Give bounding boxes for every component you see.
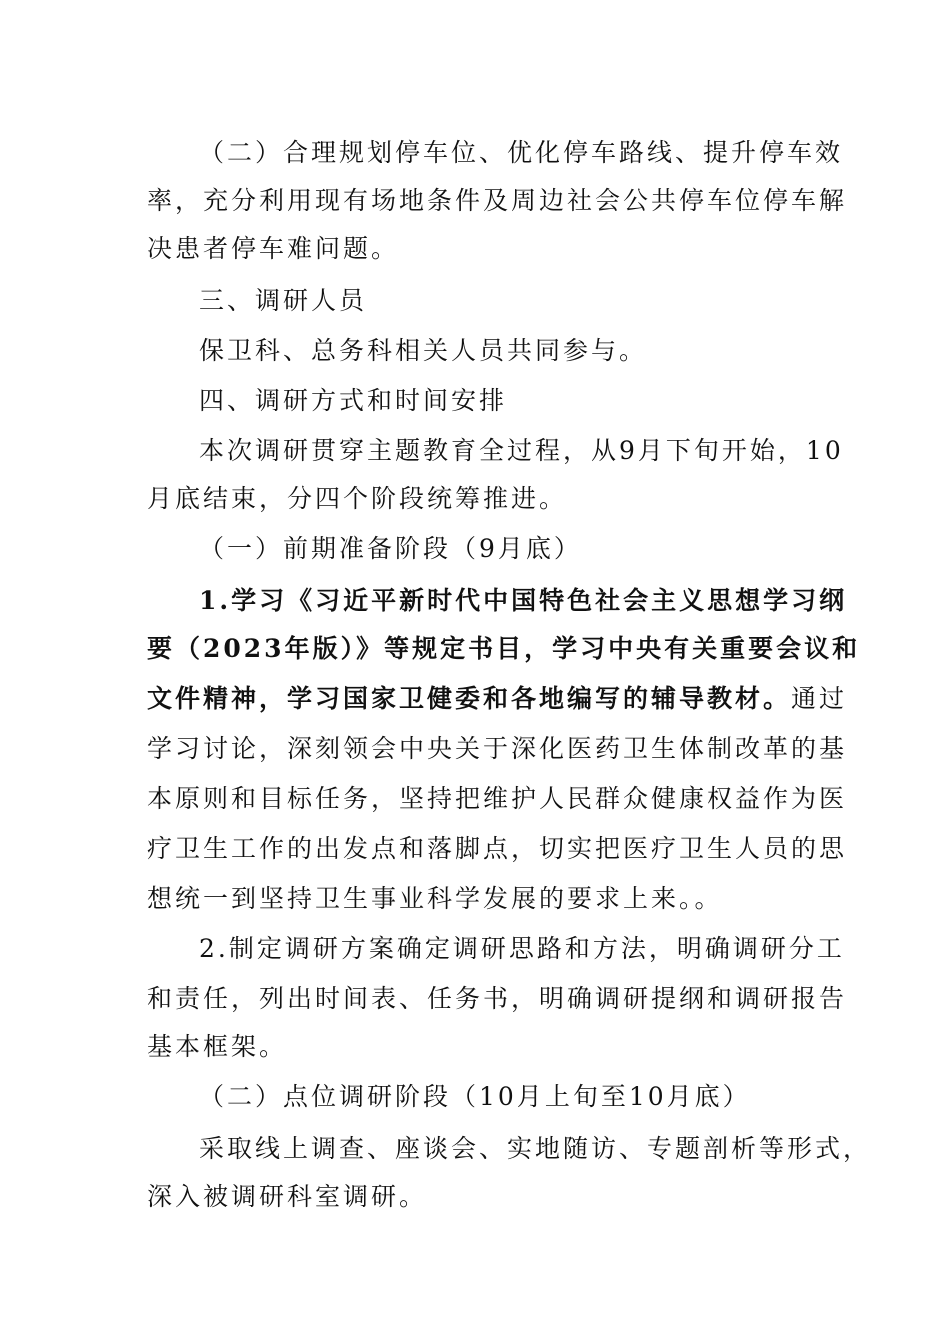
paragraph-line: 保卫科、总务科相关人员共同参与。: [199, 336, 648, 365]
paragraph-line: 和责任，列出时间表、任务书，明确调研提纲和调研报告: [147, 984, 848, 1013]
bold-paragraph-line: 1.学习《习近平新时代中国特色社会主义思想学习纲: [199, 586, 848, 615]
bold-text-run: 文件精神，学习国家卫健委和各地编写的辅导教材。: [147, 684, 792, 713]
paragraph-line: 率，充分利用现有场地条件及周边社会公共停车位停车解: [147, 186, 848, 215]
regular-text-run: 通过: [791, 684, 848, 713]
section-heading: 三、调研人员: [199, 286, 368, 315]
subsection-heading: （二）点位调研阶段（10月上旬至10月底）: [199, 1082, 751, 1111]
paragraph-line: 疗卫生工作的出发点和落脚点，切实把医疗卫生人员的思: [147, 834, 848, 863]
paragraph-line: 采取线上调查、座谈会、实地随访、专题剖析等形式，: [199, 1134, 872, 1163]
bold-paragraph-line: 要（2023年版）》等规定书目，学习中央有关重要会议和: [147, 634, 861, 663]
paragraph-line: （二）合理规划停车位、优化停车路线、提升停车效: [199, 138, 844, 167]
paragraph-line: 深入被调研科室调研。: [147, 1182, 428, 1211]
paragraph-line: 基本框架。: [147, 1032, 288, 1061]
paragraph-line: 月底结束，分四个阶段统筹推进。: [147, 484, 568, 513]
paragraph-line: 想统一到坚持卫生事业科学发展的要求上来。。: [147, 884, 723, 913]
mixed-paragraph-line: [147, 684, 847, 714]
paragraph-line: 本原则和目标任务，坚持把维护人民群众健康权益作为医: [147, 784, 848, 813]
paragraph-line: 本次调研贯穿主题教育全过程，从9月下旬开始，10: [199, 436, 844, 465]
paragraph-line: 学习讨论，深刻领会中央关于深化医药卫生体制改革的基: [147, 734, 848, 763]
subsection-heading: （一）前期准备阶段（9月底）: [199, 534, 582, 563]
paragraph-line: 决患者停车难问题。: [147, 234, 400, 263]
section-heading: 四、调研方式和时间安排: [199, 386, 508, 415]
paragraph-line: 2.制定调研方案确定调研思路和方法，明确调研分工: [199, 934, 845, 963]
